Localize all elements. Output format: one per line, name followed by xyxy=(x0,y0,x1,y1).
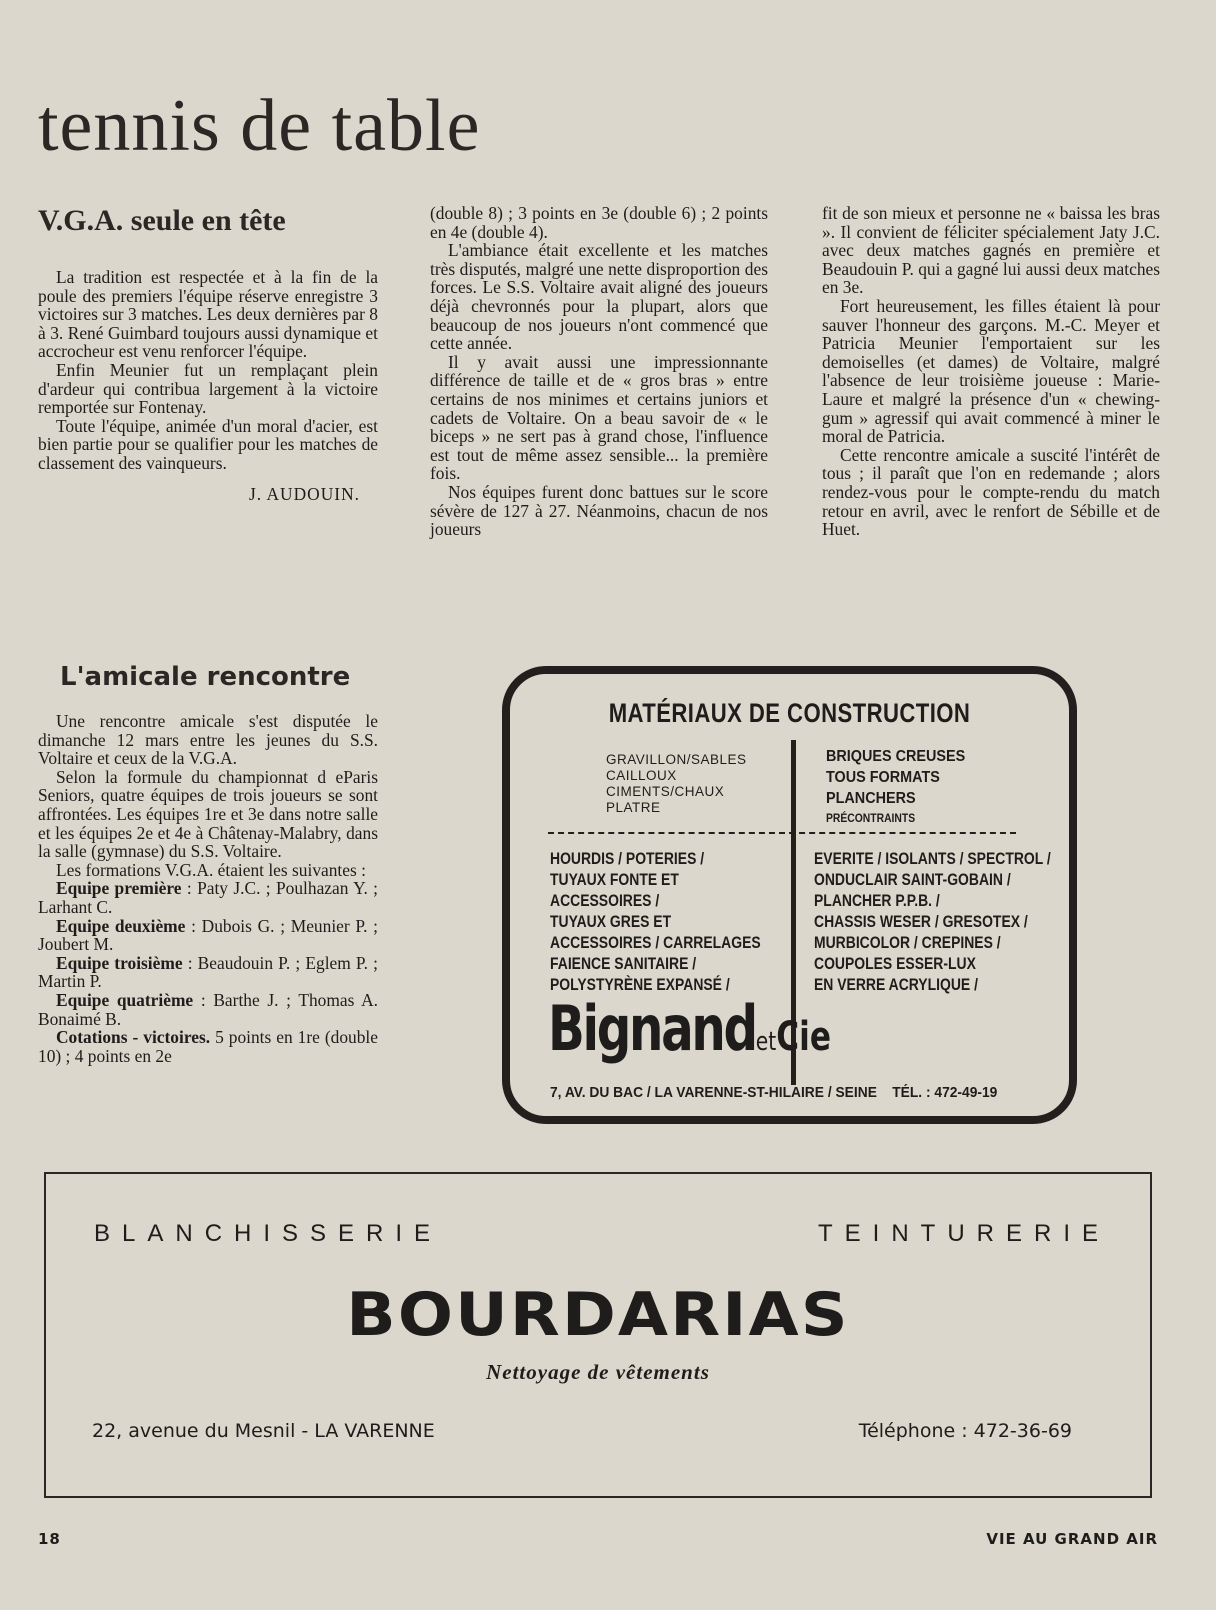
team-line: Equipe première : Paty J.C. ; Poulhazan Y. ; Larhant C. xyxy=(38,878,379,917)
article-heading: V.G.A. seule en tête xyxy=(38,204,286,237)
page-title: tennis de table xyxy=(38,85,481,167)
paragraph: fit de son mieux et personne ne « baissa les bras ». Il convient de féliciter spécialement Jaty J.C. avec deux matches gagnés en première et Beaudouin P. qui a gagné lui aussi deux matches en 3e. xyxy=(822,203,1160,298)
paragraph: Selon la formule du championnat d eParis Seniors, quatre équipes de trois joueurs se sont affrontées. Les équipes 1re et 3e dans notre salle et les équipes 2e et 4e à Châtenay-Malabry, dans la salle (gymnase) du S.S. Voltaire. xyxy=(38,766,378,862)
paragraph: Il y avait aussi une impressionnante différence de taille et de « gros bras » entre certains de nos minimes et certains juniors et cadets de Voltaire. On a beau savoir de « le biceps » ne sert pas à grand chose, l'influence est tout de même assez sensible... la première fois. xyxy=(430,351,768,484)
ad-phone: Téléphone : 472-36-69 xyxy=(858,1420,1072,1442)
brand-name: BOURDARIAS xyxy=(346,1280,850,1350)
article-vga-seule-en-tete xyxy=(38,204,378,503)
paragraph: Les formations V.G.A. étaient les suivantes : xyxy=(56,859,366,880)
ad-list-bottom-left: HOURDIS / POTERIES / TUYAUX FONTE ET ACCESSOIRES / TUYAUX GRES ET ACCESSOIRES / CARRELAGES FAIENCE SANITAIRE / POLYSTYRÈNE EXPANSÉ / xyxy=(550,849,761,994)
divider-dashed xyxy=(548,832,1016,834)
team-line: Equipe troisième : Beaudouin P. ; Eglem P. ; Martin P. xyxy=(38,952,378,992)
publication-name: VIE AU GRAND AIR xyxy=(986,1530,1158,1548)
column-3-text xyxy=(822,204,1160,539)
ad-bourdarias xyxy=(44,1172,1152,1498)
ad-list-top-left: GRAVILLON/SABLES CAILLOUX CIMENTS/CHAUX PLATRE xyxy=(606,752,747,815)
author-signature: J. AUDOUIN. xyxy=(249,483,360,504)
column-2-text xyxy=(430,204,768,539)
paragraph: Cette rencontre amicale a suscité l'intérêt de tous ; il paraît que l'on en redemande ; alors rendez-vous pour le compte-rendu du match retour en avril, avec le renfort de Sébille et de Huet. xyxy=(822,444,1160,540)
ad-address: 22, avenue du Mesnil - LA VARENNE xyxy=(92,1420,435,1442)
cotations-line: Cotations - victoires. 5 points en 1re (double 10) ; 4 points en 2e xyxy=(38,1027,378,1066)
paragraph: Enfin Meunier fut un remplaçant plein d'ardeur qui contribua largement à la victoire remportée sur Fontenay. xyxy=(38,359,378,418)
ad-word-teinturerie: TEINTURERIE xyxy=(817,1220,1110,1247)
brand-logo: BignandetCie xyxy=(548,992,831,1065)
ad-list-top-right: BRIQUES CREUSES TOUS FORMATS PLANCHERS PRÉCONTRAINTS xyxy=(826,748,966,825)
paragraph: Une rencontre amicale s'est disputée le dimanche 12 mars entre les jeunes du S.S. Voltaire et ceux de la V.G.A. xyxy=(38,711,378,769)
article-body xyxy=(38,268,378,503)
ad-word-blanchisserie: BLANCHISSERIE xyxy=(94,1220,443,1247)
page-number: 18 xyxy=(38,1530,61,1548)
ad-materiaux-construction xyxy=(502,666,1077,1124)
ad-title: MATÉRIAUX DE CONSTRUCTION xyxy=(608,698,971,728)
ad-address: 7, AV. DU BAC / LA VARENNE-ST-HILAIRE / SEINE TÉL. : 472-49-19 xyxy=(550,1084,998,1101)
paragraph: (double 8) ; 3 points en 3e (double 6) ; 2 points en 4e (double 4). xyxy=(430,203,768,242)
team-line: Equipe quatrième : Barthe J. ; Thomas A. Bonaimé B. xyxy=(38,989,378,1029)
paragraph: L'ambiance était excellente et les matches très disputés, malgré une nette disproportion des forces. Le S.S. Voltaire avait aligné des joueurs déjà chevronnés pour la plupart, alors que beaucoup de nos joueurs n'ont commencé que cette année. xyxy=(430,240,768,354)
paragraph: La tradition est respectée et à la fin de la poule des premiers l'équipe réserve enregistre 3 victoires sur 3 matches. Les deux dernières par 8 à 3. René Guimbard toujours aussi dynamique et accrocheur est venu renforcer l'équipe. xyxy=(38,267,378,362)
ad-list-bottom-right: EVERITE / ISOLANTS / SPECTROL / ONDUCLAIR SAINT-GOBAIN / PLANCHER P.P.B. / CHASSIS WESER / GRESOTEX / MURBICOLOR / CREPINES / COUPOLES ESSER-LUX EN VERRE ACRYLIQUE / xyxy=(814,849,1051,994)
team-line: Equipe deuxième : Dubois G. ; Meunier P. ; Joubert M. xyxy=(38,915,378,955)
paragraph: Toute l'équipe, animée d'un moral d'acier, est bien partie pour se qualifier pour les matches de classement des vainqueurs. xyxy=(38,415,378,473)
paragraph: Nos équipes furent donc battues sur le score sévère de 127 à 27. Néanmoins, chacun de nos joueurs xyxy=(430,481,768,540)
article-body xyxy=(38,712,378,1065)
article-amicale-rencontre xyxy=(38,662,378,1065)
article-heading: L'amicale rencontre xyxy=(60,662,351,692)
paragraph: Fort heureusement, les filles étaient là pour sauver l'honneur des garçons. M.-C. Meyer et Patricia Meunier l'emportaient sur les demoiselles (et dames) de Voltaire, malgré l'absence de leur troisième joueuse : Marie-Laure et malgré la présence d'un « chewing-gum » agressif qui avait commencé à miner le moral de Patricia. xyxy=(822,295,1160,447)
ad-subtitle: Nettoyage de vêtements xyxy=(486,1360,710,1384)
